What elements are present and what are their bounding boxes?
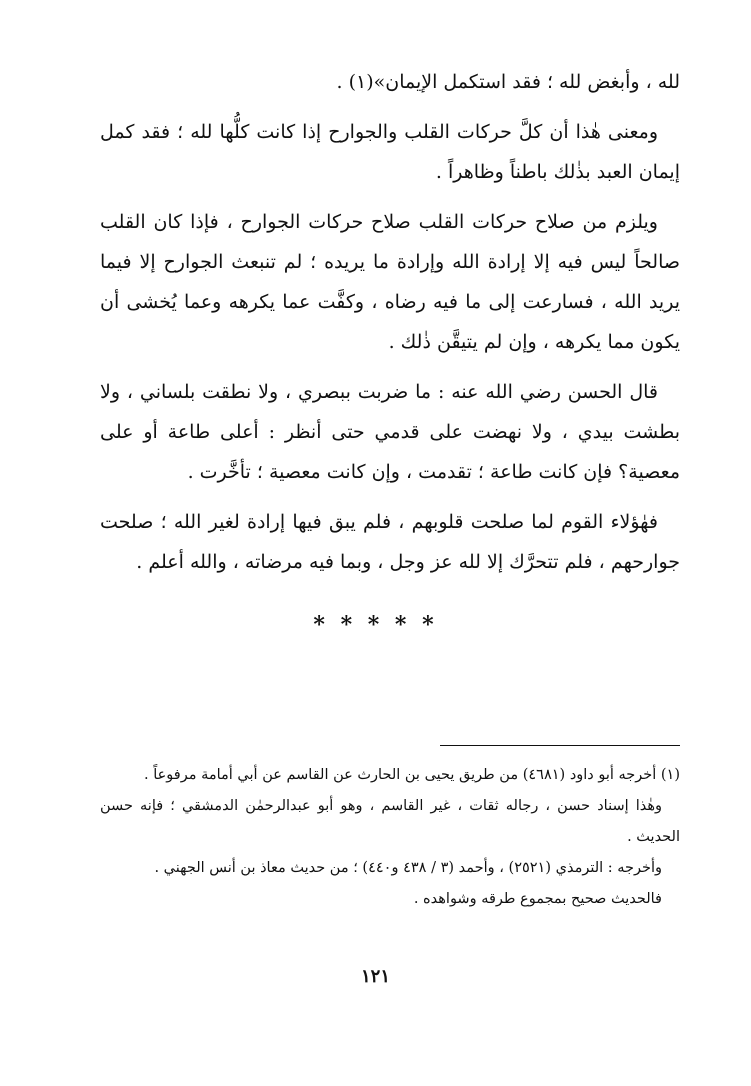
paragraph-4: قال الحسن رضي الله عنه : ما ضربت ببصري ، ولا نطقت بلساني ، ولا بطشت بيدي ، ولا نهضت على قدمي حتى أنظر : أعلى طاعة أو على معصية؟ فإن كانت طاعة ؛ تقدمت ، وإن كانت معصية ؛ تأخَّرت . — [100, 381, 680, 483]
section-separator: * * * * * — [313, 612, 438, 638]
paragraph-5: فهٰؤلاء القوم لما صلحت قلوبهم ، فلم يبق فيها إرادة لغير الله ؛ صلحت جوارحهم ، فلم تتحرَّك إلا لله عز وجل ، وبما فيه مرضاته ، والله أعلم . — [100, 511, 680, 573]
footnote-1-takhrij: وأخرجه : الترمذي (٢٥٢١) ، وأحمد (٣ / ٤٣٨ و٤٤٠) ؛ من حديث معاذ بن أنس الجهني . — [154, 860, 662, 876]
footnote-rule — [440, 745, 680, 746]
paragraph-3: ويلزم من صلاح حركات القلب صلاح حركات الجوارح ، فإذا كان القلب صالحاً ليس فيه إلا إرادة الله وإرادة ما يريده ؛ لم تنبعث الجوارح إلا فيما يريد الله ، فسارعت إلى ما فيه رضاه ، وكفَّت عما يكرهه وعما يُخشى أن يكون مما يكرهه ، وإن لم يتيقَّن ذٰلك . — [100, 211, 680, 353]
paragraph-2: ومعنى هٰذا أن كلَّ حركات القلب والجوارح إذا كانت كلُّها لله ؛ فقد كمل إيمان العبد بذٰلك باطناً وظاهراً . — [100, 121, 680, 183]
page-number: ١٢١ — [360, 966, 390, 987]
footnotes — [100, 760, 680, 915]
paragraph-1: لله ، وأبغض لله ؛ فقد استكمل الإيمان»(١) . — [336, 71, 680, 93]
main-text — [100, 62, 680, 592]
footnote-1: (١) أخرجه أبو داود (٤٦٨١) من طريق يحيى بن الحارث عن القاسم عن أبي أمامة مرفوعاً . — [143, 767, 680, 783]
footnote-1-verdict: فالحديث صحيح بمجموع طرقه وشواهده . — [413, 891, 662, 907]
footnote-1-isnad: وهٰذا إسناد حسن ، رجاله ثقات ، غير القاسم ، وهو أبو عبدالرحمٰن الدمشقي ؛ فإنه حسن الحديث . — [100, 798, 680, 845]
